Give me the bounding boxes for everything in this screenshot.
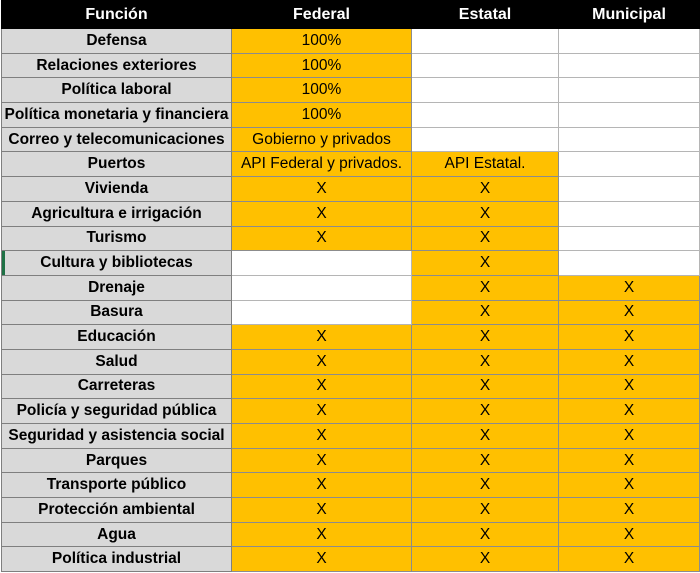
cell-federal[interactable]: 100% bbox=[232, 53, 412, 78]
table-row bbox=[2, 177, 700, 202]
cell-municipal[interactable]: X bbox=[559, 448, 700, 473]
cell-municipal[interactable]: X bbox=[559, 300, 700, 325]
cell-federal[interactable]: X bbox=[232, 226, 412, 251]
cell-federal[interactable] bbox=[232, 275, 412, 300]
header-estatal[interactable]: Estatal bbox=[412, 1, 559, 29]
cell-funcion[interactable]: Drenaje bbox=[2, 275, 232, 300]
table-row bbox=[2, 152, 700, 177]
cell-estatal[interactable]: X bbox=[412, 522, 559, 547]
cell-federal[interactable]: X bbox=[232, 424, 412, 449]
cell-municipal[interactable] bbox=[559, 78, 700, 103]
table-row bbox=[2, 498, 700, 523]
table-row bbox=[2, 547, 700, 572]
cell-funcion[interactable]: Parques bbox=[2, 448, 232, 473]
cell-municipal[interactable] bbox=[559, 201, 700, 226]
cell-funcion[interactable]: Defensa bbox=[2, 29, 232, 54]
cell-funcion[interactable]: Relaciones exteriores bbox=[2, 53, 232, 78]
cell-funcion[interactable]: Protección ambiental bbox=[2, 498, 232, 523]
cell-municipal[interactable] bbox=[559, 127, 700, 152]
cell-funcion[interactable]: Salud bbox=[2, 349, 232, 374]
cell-estatal[interactable]: X bbox=[412, 177, 559, 202]
cell-municipal[interactable]: X bbox=[559, 374, 700, 399]
cell-municipal[interactable]: X bbox=[559, 547, 700, 572]
cell-estatal[interactable]: X bbox=[412, 498, 559, 523]
cell-federal[interactable]: X bbox=[232, 325, 412, 350]
table-row bbox=[2, 53, 700, 78]
cell-estatal[interactable]: X bbox=[412, 448, 559, 473]
cell-estatal[interactable]: X bbox=[412, 424, 559, 449]
cell-estatal[interactable]: X bbox=[412, 374, 559, 399]
cell-federal[interactable]: X bbox=[232, 374, 412, 399]
cell-federal[interactable]: 100% bbox=[232, 103, 412, 128]
table-row bbox=[2, 29, 700, 54]
cell-federal[interactable]: 100% bbox=[232, 29, 412, 54]
cell-federal[interactable]: X bbox=[232, 522, 412, 547]
cell-funcion[interactable]: Educación bbox=[2, 325, 232, 350]
cell-funcion[interactable]: Turismo bbox=[2, 226, 232, 251]
header-funcion[interactable]: Función bbox=[2, 1, 232, 29]
cell-federal[interactable]: API Federal y privados. bbox=[232, 152, 412, 177]
cell-estatal[interactable] bbox=[412, 103, 559, 128]
header-federal[interactable]: Federal bbox=[232, 1, 412, 29]
table-row bbox=[2, 103, 700, 128]
cell-estatal[interactable]: X bbox=[412, 226, 559, 251]
cell-municipal[interactable]: X bbox=[559, 399, 700, 424]
table-row bbox=[2, 251, 700, 276]
cell-municipal[interactable]: X bbox=[559, 498, 700, 523]
cell-municipal[interactable]: X bbox=[559, 325, 700, 350]
cell-estatal[interactable]: X bbox=[412, 349, 559, 374]
cell-estatal[interactable]: X bbox=[412, 399, 559, 424]
cell-municipal[interactable]: X bbox=[559, 349, 700, 374]
cell-funcion[interactable]: Carreteras bbox=[2, 374, 232, 399]
header-municipal[interactable]: Municipal bbox=[559, 1, 700, 29]
cell-estatal[interactable]: X bbox=[412, 325, 559, 350]
functions-table bbox=[1, 0, 700, 572]
cell-estatal[interactable]: X bbox=[412, 251, 559, 276]
table-row bbox=[2, 78, 700, 103]
cell-federal[interactable]: X bbox=[232, 547, 412, 572]
cell-federal[interactable]: X bbox=[232, 473, 412, 498]
table-body bbox=[2, 29, 700, 572]
cell-municipal[interactable] bbox=[559, 251, 700, 276]
cell-funcion[interactable]: Policía y seguridad pública bbox=[2, 399, 232, 424]
cell-funcion[interactable]: Transporte público bbox=[2, 473, 232, 498]
cell-municipal[interactable] bbox=[559, 103, 700, 128]
table-row bbox=[2, 226, 700, 251]
cell-estatal[interactable]: X bbox=[412, 547, 559, 572]
cell-municipal[interactable] bbox=[559, 29, 700, 54]
cell-estatal[interactable]: X bbox=[412, 300, 559, 325]
table-row bbox=[2, 325, 700, 350]
cell-estatal[interactable] bbox=[412, 29, 559, 54]
cell-funcion[interactable]: Correo y telecomunicaciones bbox=[2, 127, 232, 152]
cell-municipal[interactable]: X bbox=[559, 424, 700, 449]
cell-funcion[interactable]: Política monetaria y financiera bbox=[2, 103, 232, 128]
cell-federal[interactable]: X bbox=[232, 498, 412, 523]
cell-municipal[interactable]: X bbox=[559, 473, 700, 498]
cell-federal[interactable]: 100% bbox=[232, 78, 412, 103]
cell-municipal[interactable]: X bbox=[559, 275, 700, 300]
cell-municipal[interactable] bbox=[559, 177, 700, 202]
cell-municipal[interactable] bbox=[559, 53, 700, 78]
cell-estatal[interactable] bbox=[412, 78, 559, 103]
table-row bbox=[2, 473, 700, 498]
cell-estatal[interactable] bbox=[412, 53, 559, 78]
cell-federal[interactable] bbox=[232, 251, 412, 276]
cell-municipal[interactable] bbox=[559, 152, 700, 177]
table-row bbox=[2, 201, 700, 226]
cell-federal[interactable] bbox=[232, 300, 412, 325]
cell-funcion[interactable]: Puertos bbox=[2, 152, 232, 177]
table-row bbox=[2, 275, 700, 300]
table-row bbox=[2, 300, 700, 325]
cell-estatal[interactable]: X bbox=[412, 275, 559, 300]
cell-estatal[interactable] bbox=[412, 127, 559, 152]
cell-funcion[interactable]: Cultura y bibliotecas bbox=[2, 251, 232, 276]
table-row bbox=[2, 399, 700, 424]
table-row bbox=[2, 448, 700, 473]
cell-federal[interactable]: Gobierno y privados bbox=[232, 127, 412, 152]
cell-funcion[interactable]: Agua bbox=[2, 522, 232, 547]
cell-funcion[interactable]: Vivienda bbox=[2, 177, 232, 202]
cell-federal[interactable]: X bbox=[232, 349, 412, 374]
cell-federal[interactable]: X bbox=[232, 448, 412, 473]
table-row bbox=[2, 522, 700, 547]
table-row bbox=[2, 349, 700, 374]
cell-funcion[interactable]: Agricultura e irrigación bbox=[2, 201, 232, 226]
header-row bbox=[2, 1, 700, 29]
cell-estatal[interactable]: X bbox=[412, 473, 559, 498]
table-row bbox=[2, 374, 700, 399]
cell-federal[interactable]: X bbox=[232, 201, 412, 226]
cell-municipal[interactable] bbox=[559, 226, 700, 251]
cell-funcion[interactable]: Seguridad y asistencia social bbox=[2, 424, 232, 449]
cell-estatal[interactable]: API Estatal. bbox=[412, 152, 559, 177]
cell-municipal[interactable]: X bbox=[559, 522, 700, 547]
cell-funcion[interactable]: Política laboral bbox=[2, 78, 232, 103]
table-row bbox=[2, 127, 700, 152]
cell-federal[interactable]: X bbox=[232, 177, 412, 202]
cell-funcion[interactable]: Política industrial bbox=[2, 547, 232, 572]
cell-funcion[interactable]: Basura bbox=[2, 300, 232, 325]
cell-estatal[interactable]: X bbox=[412, 201, 559, 226]
cell-federal[interactable]: X bbox=[232, 399, 412, 424]
table-row bbox=[2, 424, 700, 449]
